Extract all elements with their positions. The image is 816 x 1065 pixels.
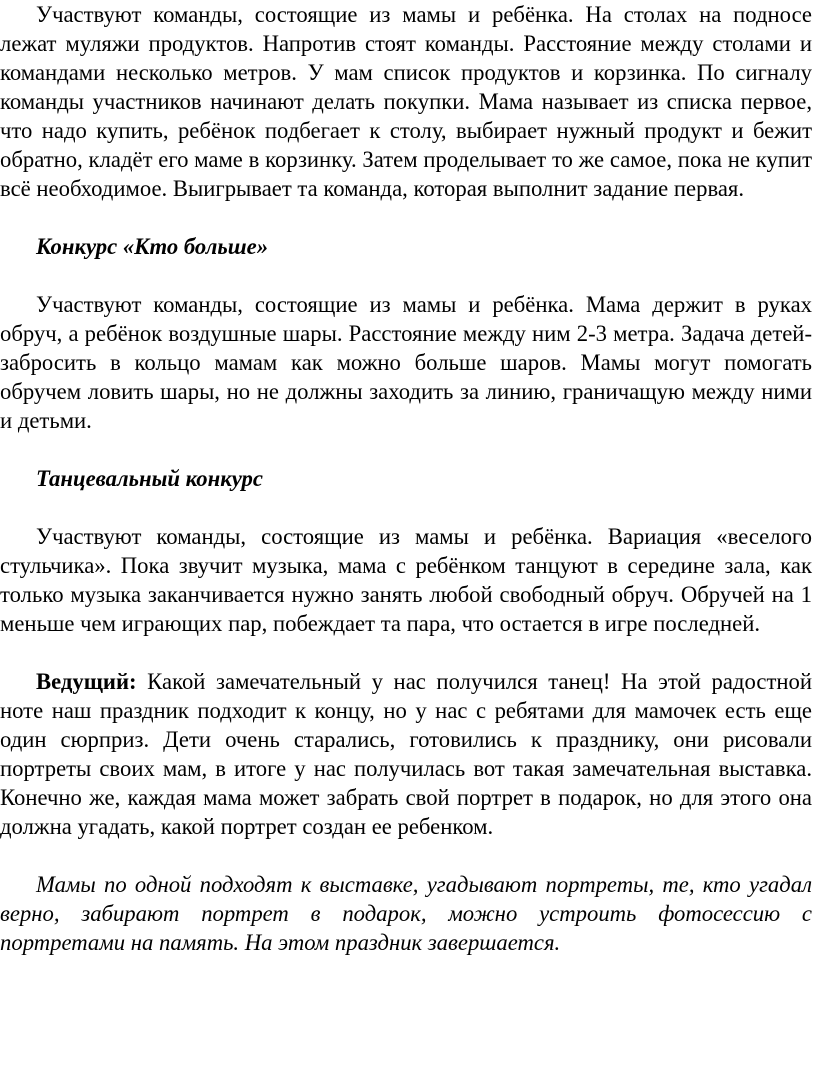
spacer: [0, 203, 816, 232]
paragraph-dance-game: Участвуют команды, состоящие из мамы и ребёнка. Вариация «веселого стульчика». Пока звучит музыка, мама с ребёнком танцуют в середине зала, как только музыка заканчивается нужно занять любой свободный обруч. Обручей на 1 меньше чем играющих пар, побеждает та пара, что остается в игре последней.: [0, 524, 812, 636]
paragraph-host-speech: [0, 667, 816, 841]
spacer: [0, 261, 816, 290]
heading-dance-contest: Танцевальный конкурс: [36, 466, 263, 491]
spacer: [0, 493, 816, 522]
paragraph-balloons-game: Участвуют команды, состоящие из мамы и ребёнка. Мама держит в руках обруч, а ребёнок воздушные шары. Расстояние между ним 2-3 метра. Задача детей-забросить в кольцо мамам как можно больше шаров. Мамы могут помогать обручем ловить шары, но не должны заходить за линию, граничащую между ними и детьми.: [0, 292, 812, 433]
host-label: Ведущий:: [36, 669, 137, 694]
paragraph-shopping-game: Участвуют команды, состоящие из мамы и ребёнка. На столах на подносе лежат муляжи продуктов. Напротив стоят команды. Расстояние между столами и командами несколько метров. У мам список продуктов и корзинка. По сигналу команды участников начинают делать покупки. Мама называет из списка первое, что надо купить, ребёнок подбегает к столу, выбирает нужный продукт и бежит обратно, кладёт его маме в корзинку. Затем проделывает то же самое, пока не купит всё необходимое. Выигрывает та команда, которая выполнит задание первая.: [0, 2, 812, 201]
spacer: [0, 435, 816, 464]
spacer: [0, 841, 816, 870]
heading-who-more: Конкурс «Кто больше»: [36, 234, 269, 259]
paragraph-closing-note: Мамы по одной подходят к выставке, угадывают портреты, те, кто угадал верно, забирают портрет в подарок, можно устроить фотосессию с портретами на память. На этом праздник завершается.: [0, 872, 812, 955]
host-speech-text: Какой замечательный у нас получился танец! На этой радостной ноте наш праздник подходит к концу, но у нас с ребятами для мамочек есть еще один сюрприз. Дети очень старались, готовились к празднику, они рисовали портреты своих мам, в итоге у нас получилась вот такая замечательная выставка. Конечно же, каждая мама может забрать свой портрет в подарок, но для этого она должна угадать, какой портрет создан ее ребенком.: [0, 669, 812, 839]
spacer: [0, 638, 816, 667]
